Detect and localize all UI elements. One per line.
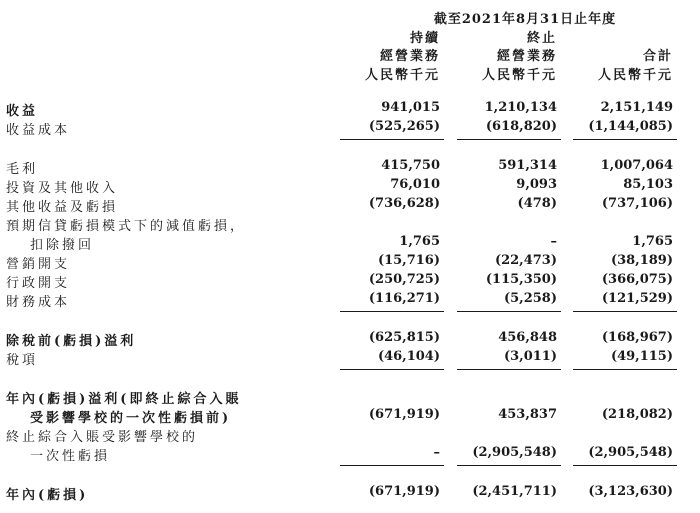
subtotal-rule [457, 369, 561, 370]
row-label: 受影響學校的一次性虧損前) [30, 411, 232, 426]
col2-line2: 經營業務 [496, 49, 557, 64]
subtotal-rule [457, 465, 561, 466]
cell-total: 1,007,064 [600, 158, 673, 173]
table-row [0, 407, 700, 425]
subtotal-rule [457, 139, 561, 140]
cell-total: (366,075) [601, 272, 673, 287]
row-label: 營銷開支 [6, 257, 71, 272]
cell-discontinued: (115,350) [485, 272, 557, 287]
subtotal-rule [340, 369, 444, 370]
cell-discontinued: (3,011) [503, 349, 557, 364]
cell-discontinued: 453,837 [498, 407, 557, 422]
cell-total: (3,123,630) [588, 484, 673, 499]
cell-discontinued: 1,210,134 [484, 100, 557, 115]
subtotal-rule [573, 311, 677, 312]
cell-discontinued: (2,451,711) [472, 484, 557, 499]
row-label: 預期信貸虧損模式下的減值虧損， [6, 219, 247, 234]
table-row [0, 272, 700, 290]
col1-line2: 經營業務 [379, 49, 440, 64]
row-label: 終止綜合入賬受影響學校的 [6, 430, 199, 445]
subtotal-rule [340, 139, 444, 140]
table-row [0, 291, 700, 309]
subtotal-rule [457, 311, 561, 312]
col1-line1: 持續 [409, 31, 440, 46]
col3-line3: 人民幣千元 [597, 68, 673, 83]
cell-discontinued: – [550, 234, 557, 249]
row-label: 行政開支 [6, 276, 71, 291]
cell-continuing: (15,716) [377, 253, 440, 268]
col1-line3: 人民幣千元 [364, 68, 440, 83]
table-row [0, 196, 700, 214]
cell-total: (737,106) [601, 196, 673, 211]
table-row [0, 100, 700, 118]
cell-total: 2,151,149 [600, 100, 673, 115]
cell-discontinued: 9,093 [516, 177, 557, 192]
cell-total: (38,189) [610, 253, 673, 268]
period-heading: 截至2021年8月31日止年度 [433, 12, 617, 27]
table-row [0, 177, 700, 195]
cell-discontinued: (618,820) [485, 119, 557, 134]
col2-line1: 終止 [526, 31, 557, 46]
cell-continuing: 76,010 [390, 177, 440, 192]
col2-line3: 人民幣千元 [481, 68, 557, 83]
row-label: 收益成本 [6, 123, 71, 138]
cell-discontinued: (478) [517, 196, 557, 211]
subtotal-rule [573, 465, 677, 466]
subtotal-rule [573, 369, 677, 370]
cell-continuing: (736,628) [368, 196, 440, 211]
cell-continuing: (116,271) [368, 291, 440, 306]
table-row [0, 484, 700, 502]
row-label: 稅項 [6, 353, 39, 368]
cell-discontinued: (2,905,548) [472, 445, 557, 460]
table-row [0, 215, 700, 233]
table-row [0, 119, 700, 137]
subtotal-rule [340, 311, 444, 312]
table-row [0, 253, 700, 271]
table-row [0, 158, 700, 176]
cell-continuing: – [433, 445, 440, 460]
cell-continuing: (250,725) [368, 272, 440, 287]
cell-total: (168,967) [601, 330, 673, 345]
subtotal-rule [573, 139, 677, 140]
cell-discontinued: (22,473) [494, 253, 557, 268]
cell-total: 1,765 [632, 234, 673, 249]
cell-continuing: (625,815) [368, 330, 440, 345]
cell-continuing: (671,919) [368, 407, 440, 422]
row-label: 除稅前(虧損)溢利 [6, 334, 137, 349]
table-row [0, 330, 700, 348]
row-label: 毛利 [6, 162, 39, 177]
row-label: 年內(虧損)溢利(即終止綜合入賬 [6, 392, 242, 407]
table-row [0, 349, 700, 367]
row-label: 財務成本 [6, 295, 71, 310]
col3-line2: 合計 [642, 49, 673, 64]
cell-total: (1,144,085) [588, 119, 673, 134]
row-label: 投資及其他收入 [6, 181, 119, 196]
cell-discontinued: 456,848 [498, 330, 557, 345]
cell-discontinued: 591,314 [498, 158, 557, 173]
table-row [0, 426, 700, 444]
table-row [0, 234, 700, 252]
row-label: 一次性虧損 [30, 449, 111, 464]
row-label: 其他收益及虧損 [6, 200, 119, 215]
cell-total: (49,115) [610, 349, 673, 364]
cell-continuing: 415,750 [381, 158, 440, 173]
row-label: 年內(虧損) [6, 488, 89, 503]
cell-continuing: (46,104) [377, 349, 440, 364]
table-row [0, 445, 700, 463]
row-label: 扣除撥回 [30, 238, 95, 253]
cell-discontinued: (5,258) [503, 291, 557, 306]
subtotal-rule [340, 465, 444, 466]
cell-total: (121,529) [601, 291, 673, 306]
cell-continuing: (525,265) [368, 119, 440, 134]
cell-continuing: (671,919) [368, 484, 440, 499]
row-label: 收益 [6, 104, 39, 119]
cell-total: (218,082) [601, 407, 673, 422]
cell-continuing: 1,765 [399, 234, 440, 249]
cell-continuing: 941,015 [381, 100, 440, 115]
table-row [0, 388, 700, 406]
cell-total: 85,103 [623, 177, 673, 192]
cell-total: (2,905,548) [588, 445, 673, 460]
